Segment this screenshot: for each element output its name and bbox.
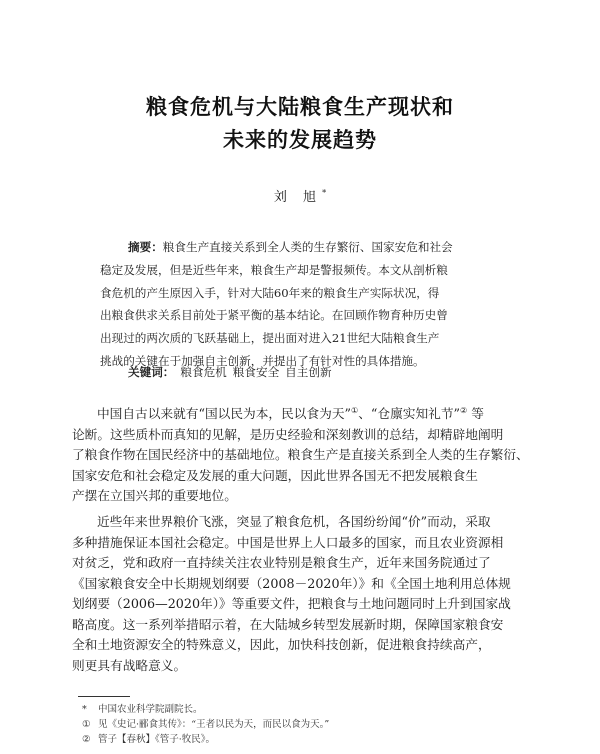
abstract-line: 出粮食供求关系目前处于紧平衡的基本结论。在回顾作物育种历史曾 <box>100 308 448 323</box>
body-line: 产摆在立国兴邦的重要地位。 <box>72 488 237 503</box>
footnote <box>82 702 329 717</box>
footnote-text: 见《史记·郦食其传》：“王者以民为天，而民以食为天。” <box>98 719 330 730</box>
body-line: 近些年来世界粮价飞涨，突显了粮食危机，各国纷纷闻“价”而动，采取 <box>97 514 491 529</box>
author <box>0 186 600 205</box>
author-footnote-mark: * <box>322 188 327 198</box>
body-line: 略高度。这一系列举措昭示着，在大陆城乡转型发展新时期，保障国家粮食安 <box>72 616 504 632</box>
body-line: 了粮食作物在国民经济中的基础地位。粮食生产是直接关系到全人类的生存繁衍、 <box>72 447 529 462</box>
abstract-line <box>100 236 502 259</box>
body-line: 则更具有战略意义。 <box>72 657 187 673</box>
footnotes <box>82 702 329 747</box>
abstract-line: 稳定及发展，但是近些年来，粮食生产却是警报频传。本文从剖析粮 <box>100 262 448 277</box>
footnote <box>82 732 329 747</box>
body-paragraph-2 <box>72 512 530 676</box>
body-line: 论断。这些质朴而真知的见解，是历史经验和深刻教训的总结，却精辟地阐明 <box>72 426 504 442</box>
body-line: 国家安危和社会稳定及发展的重大问题，因此世界各国无不把发展粮食生 <box>72 467 478 483</box>
footnote-text: 管子【春秋】《管子·牧民》。 <box>98 734 216 745</box>
footnote-mark: * <box>82 704 87 715</box>
body-line: 《国家粮食安全中长期规划纲要（2008－2020年）》和《全国土地利用总体规 <box>72 575 511 591</box>
body-text: 等 <box>467 406 484 421</box>
footnote-ref[interactable]: ① <box>351 405 359 415</box>
abstract-text: 粮食生产直接关系到全人类的生存繁衍、国家安危和社会 <box>162 240 453 254</box>
article-title-line-1: 粮食危机与大陆粮食生产现状和 <box>146 95 454 119</box>
abstract <box>100 236 502 373</box>
footnote-mark: ① <box>82 719 91 730</box>
footnote-text: 中国农业科学院副院长。 <box>98 704 203 715</box>
body-paragraph-1 <box>72 404 530 507</box>
abstract-line: 出现过的两次质的飞跃基础上，提出面对进入21世纪大陆粮食生产 <box>100 331 440 346</box>
article-title-line-2: 未来的发展趋势 <box>223 128 377 152</box>
footnote-divider <box>78 696 130 697</box>
body-line: 多种措施保证本国社会稳定。中国是世界上人口最多的国家，而且农业资源相 <box>72 534 504 550</box>
body-line: 划纲要（2006—2020年）》等重要文件，把粮食与土地问题同时上升到国家战 <box>72 596 511 611</box>
keyword: 自主创新 <box>285 365 332 379</box>
footnote-ref[interactable]: ② <box>460 405 468 415</box>
body-line: 全和土地资源安全的特殊意义，因此，加快科技创新，促进粮食持续高产， <box>72 637 491 652</box>
body-text: 、“仓廪实知礼节” <box>358 406 461 421</box>
footnote <box>82 717 329 732</box>
abstract-line: 挑战的关键在于加强自主创新，并提出了有针对性的具体措施。 <box>100 353 425 368</box>
body-text: 中国自古以来就有“国以民为本，民以食为天” <box>97 406 352 421</box>
keywords-label: 关键词： <box>128 365 175 379</box>
abstract-label: 摘要： <box>128 240 163 254</box>
author-name: 刘 旭 <box>273 190 323 205</box>
keywords <box>128 364 332 380</box>
keyword: 粮食危机 <box>180 365 227 379</box>
body-line <box>72 404 530 425</box>
footnote-mark: ② <box>82 734 91 745</box>
keyword: 粮食安全 <box>232 365 280 379</box>
body-line: 对贫乏，党和政府一直持续关注农业特别是粮食生产，近年来国务院通过了 <box>72 555 491 570</box>
abstract-line: 食危机的产生原因入手，针对大陆60年来的粮食生产实际状况，得 <box>100 285 440 300</box>
